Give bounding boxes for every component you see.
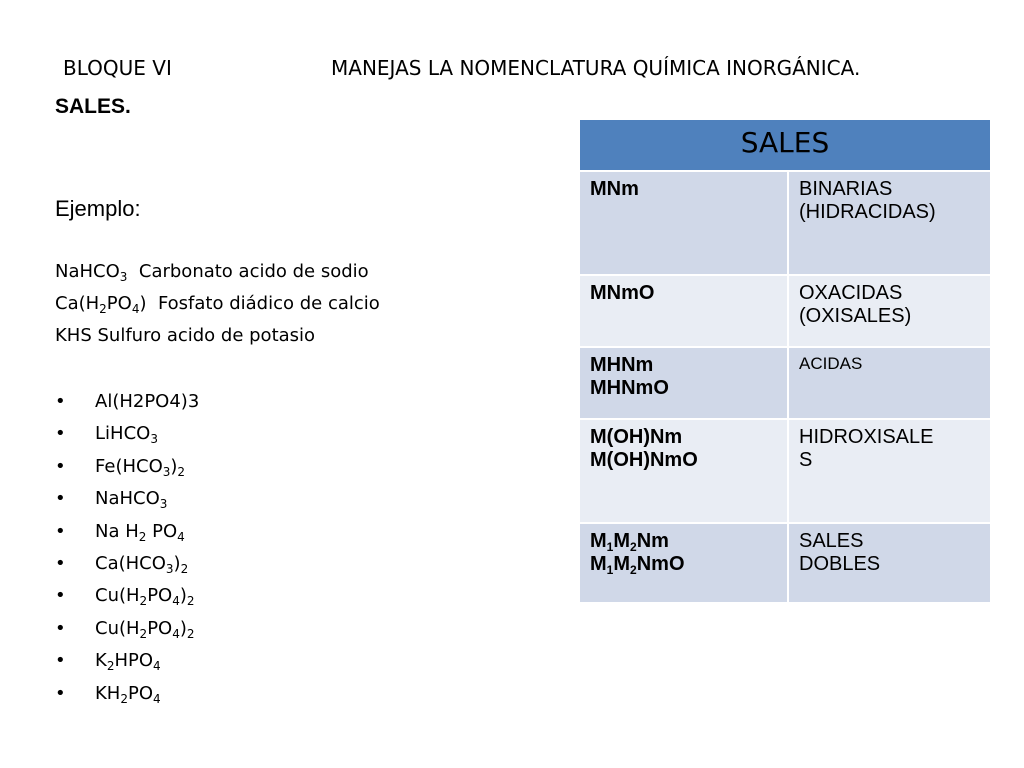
list-item: [55, 618, 199, 650]
cell-text: (OXISALES): [799, 305, 912, 327]
formula-text: M(OH)Nm: [590, 426, 683, 448]
example-formula: NaHCO$_3$: [55, 261, 128, 284]
bullet-icon: •: [55, 423, 66, 445]
formula-text: $M_1M_2NmO$: [590, 553, 685, 577]
section-subtitle: SALES.: [55, 95, 131, 118]
sales-table: [578, 118, 992, 604]
formula-text: $Cu(H_2PO_4)_2$: [95, 617, 195, 641]
formula-text: MHNmO: [590, 377, 669, 399]
type-cell: [788, 171, 991, 275]
list-item: [55, 456, 199, 488]
example-formula: KHS: [55, 325, 92, 346]
list-item: [55, 585, 199, 617]
cell-text: HIDROXISALE: [799, 426, 934, 448]
table-row: [579, 523, 991, 603]
formula-text: MHNm: [590, 354, 654, 376]
slide-title: MANEJAS LA NOMENCLATURA QUÍMICA INORGÁNICA.: [331, 56, 861, 80]
example-name: Sulfuro acido de potasio: [97, 325, 316, 346]
bullet-icon: •: [55, 391, 66, 412]
table-row: [579, 275, 991, 347]
example-line: [55, 261, 369, 282]
example-label: Ejemplo:: [55, 196, 141, 221]
cell-text: DOBLES: [799, 553, 881, 575]
table-title: SALES: [579, 119, 991, 171]
example-line: [55, 325, 315, 346]
formula-cell: [579, 171, 788, 275]
formula-text: $Cu(H_2PO_4)_2$: [95, 585, 195, 609]
list-item: [55, 521, 199, 553]
example-line: [55, 293, 380, 314]
cell-text: S: [799, 449, 813, 471]
formula-text: MNm: [590, 178, 639, 200]
formula-text: $KH_2PO_4$: [95, 682, 161, 706]
cell-text: BINARIAS: [799, 178, 893, 200]
formula-cell: [579, 419, 788, 523]
example-name: Fosfato diádico de calcio: [157, 293, 380, 314]
formula-text: $M_1M_2Nm$: [590, 530, 669, 554]
table-row: [579, 419, 991, 523]
formula-text: LiHCO$_3$: [95, 423, 158, 447]
type-cell: [788, 419, 991, 523]
list-item: [55, 391, 199, 423]
example-name: Carbonato acido de sodio: [138, 261, 369, 282]
formula-text: $K_2HPO_4$: [95, 650, 161, 674]
bullet-icon: •: [55, 617, 66, 639]
formula-text: $Ca(HCO_3)_2$: [95, 552, 189, 576]
type-cell: [788, 523, 991, 603]
bullet-icon: •: [55, 488, 66, 510]
bullet-icon: •: [55, 650, 66, 672]
cell-text: ACIDAS: [799, 354, 863, 373]
table-row: [579, 347, 991, 419]
formula-text: $Fe(HCO_3)_2$: [95, 455, 186, 479]
list-item: [55, 683, 199, 715]
formula-cell: [579, 523, 788, 603]
formula-text: M(OH)NmO: [590, 449, 698, 471]
bullet-icon: •: [55, 585, 66, 607]
bullet-icon: •: [55, 552, 66, 574]
formula-text: Al(H2PO4)3: [95, 391, 200, 412]
list-item: [55, 423, 199, 455]
example-formula: $Ca(H_2PO_4)$: [55, 293, 147, 316]
list-item: [55, 650, 199, 682]
bullet-icon: •: [55, 520, 66, 542]
cell-text: (HIDRACIDAS): [799, 201, 936, 223]
formula-text: MNmO: [590, 282, 655, 304]
list-item: [55, 488, 199, 520]
formula-cell: [579, 347, 788, 419]
block-label: BLOQUE VI: [63, 56, 172, 80]
formula-list: [55, 391, 199, 715]
formula-text: NaHCO$_3$: [95, 488, 168, 512]
formula-cell: [579, 275, 788, 347]
cell-text: OXACIDAS: [799, 282, 903, 304]
type-cell: [788, 347, 991, 419]
table-row: [579, 171, 991, 275]
formula-text: Na $H_2$ $PO_4$: [95, 520, 185, 544]
list-item: [55, 553, 199, 585]
bullet-icon: •: [55, 455, 66, 477]
type-cell: [788, 275, 991, 347]
table-header-row: [579, 119, 991, 171]
bullet-icon: •: [55, 682, 66, 704]
cell-text: SALES: [799, 530, 864, 552]
